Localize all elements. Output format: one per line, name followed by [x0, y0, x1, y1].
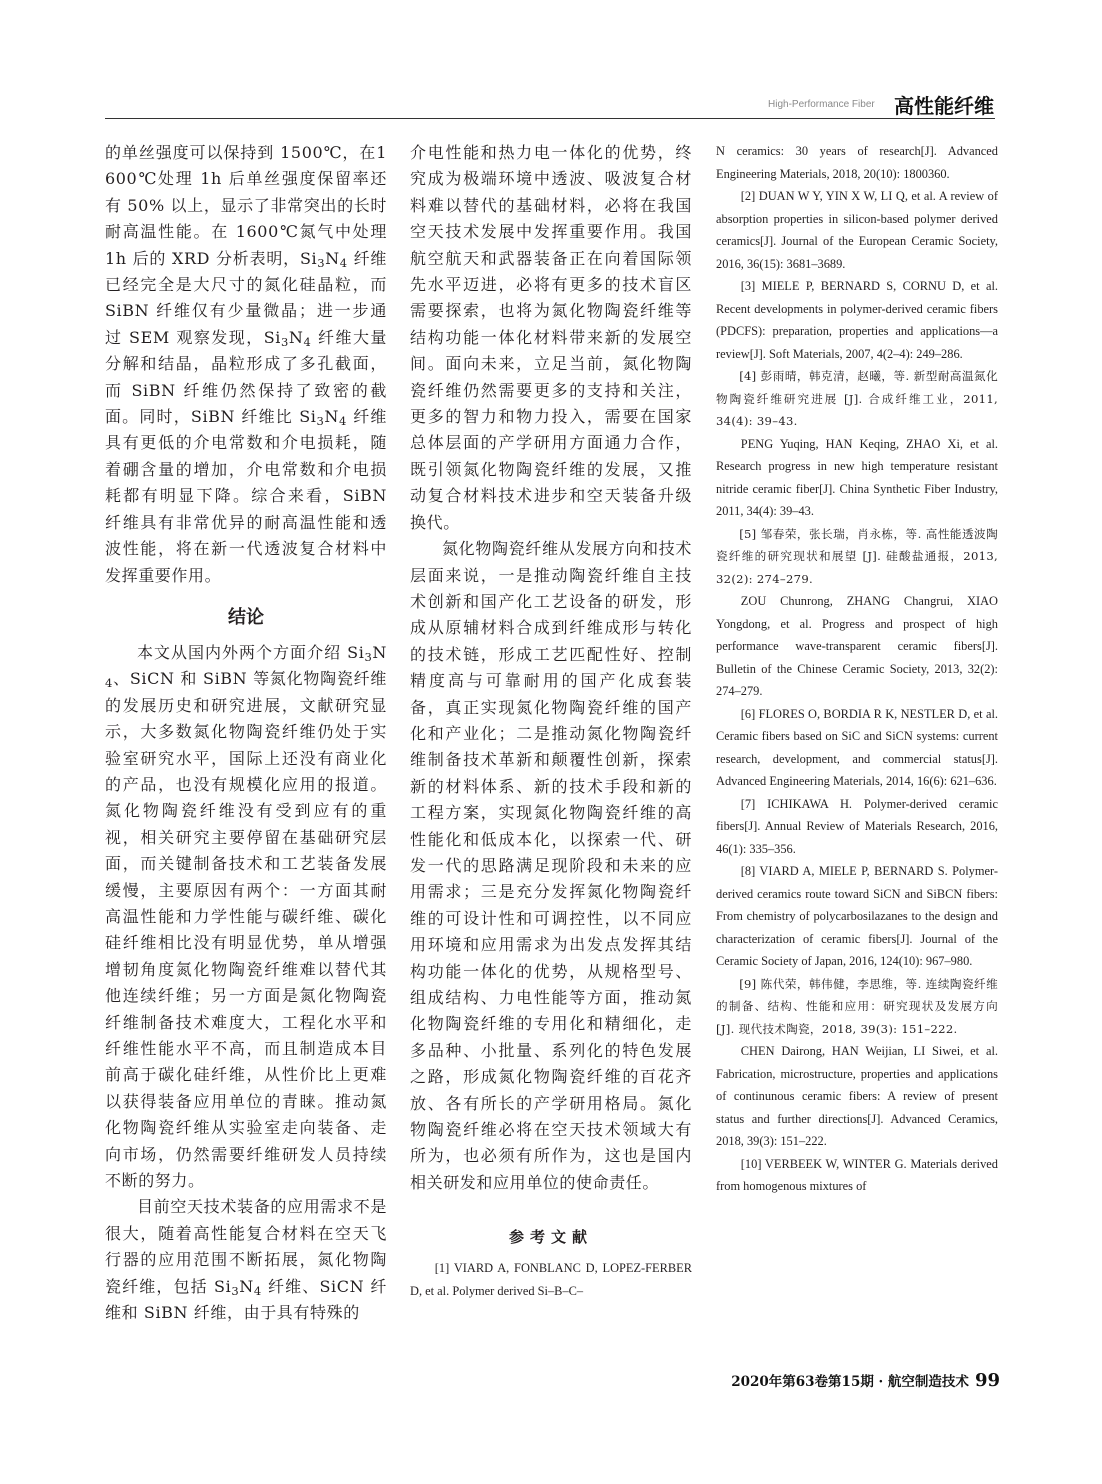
reference-item: [5] 邹春荣，张长瑞，肖永栋，等. 高性能透波陶瓷纤维的研究现状和展望 [J]. 硅酸盐通报，2013, 32(2): 274–279.: [716, 526, 998, 586]
reference-item: [6] FLORES O, BORDIA R K, NESTLER D, et al. Ceramic fibers based on SiC and SiCN systems: current research, development, and commercial status[J]. Advanced Engineering Materials, 2014, 16(6): 621–636.: [716, 706, 998, 788]
paragraph-results: 的单丝强度可以保持到 1500℃，在1600℃处理 1h 后单丝强度保留率还有 50% 以上，显示了非常突出的长时耐高温性能。在 1600℃氮气中处理 1h 后的 XRD 分析表明，$Si_3N_4$ 纤维已经完全是大尺寸的氮化硅晶粒，而 SiBN 纤维仅有少量微晶；进一步通过 SEM 观察发现，$Si_3N_4$ 纤维大量分解和结晶，晶粒形成了多孔截面，而 SiBN 纤维仍然保持了致密的截面。同时，SiBN 纤维比 $Si_3N_4$ 纤维具有更低的介电常数和介电损耗，随着硼含量的增加，介电常数和介电损耗都有明显下降。综合来看，SiBN 纤维具有非常优异的耐高温性能和透波性能，将在新一代透波复合材料中发挥重要作用。: [105, 143, 387, 585]
paragraph-conclusion-3: 介电性能和热力电一体化的优势，终究成为极端环境中透波、吸波复合材料难以替代的基础材料，必将在我国空天技术发展中发挥重要作用。我国航空航天和武器装备正在向着国际领先水平迈进，必将有更多的技术盲区需要探索，也将为氮化物陶瓷纤维等结构功能一体化材料带来新的发展空间。面向未来，立足当前，氮化物陶瓷纤维仍然需要更多的支持和关注，更多的智力和物力投入，需要在国家总体层面的产学研用方面通力合作，既引领氮化物陶瓷纤维的发展，又推动复合材料技术进步和空天装备升级换代。: [410, 143, 692, 532]
reference-item: CHEN Dairong, HAN Weijian, LI Siwei, et al. Fabrication, microstructure, properties and applications of continunous ceramic fibers: A review of present status and further directions[J]. Advanced Ceramics, 2018, 39(3): 151–222.: [716, 1044, 998, 1148]
page-footer: [700, 1370, 1000, 1391]
reference-item: [3] MIELE P, BERNARD S, CORNU D, et al. Recent developments in polymer-derived ceramic fibers (PDCFS): preparation, properties and applications—a review[J]. Soft Materials, 2007, 4(2–4): 249–286.: [716, 279, 998, 361]
reference-item: N ceramics: 30 years of research[J]. Advanced Engineering Materials, 2018, 20(10): 1800360.: [716, 144, 998, 181]
reference-item: [7] ICHIKAWA H. Polymer-derived ceramic fibers[J]. Annual Review of Materials Research, 2016, 46(1): 335–356.: [716, 796, 998, 856]
header-chinese-title: 高性能纤维: [894, 94, 994, 118]
footer-issue: 2020年第63卷第15期 · 航空制造技术: [731, 1374, 969, 1390]
reference-item: PENG Yuqing, HAN Keqing, ZHAO Xi, et al. Research progress in new high temperature resistant nitride ceramic fiber[J]. China Synthetic Fiber Industry, 2011, 34(4): 39–43.: [716, 436, 998, 518]
section-title-references: 参考文献: [508, 1228, 593, 1247]
column-1: [105, 140, 387, 1380]
reference-item: [10] VERBEEK W, WINTER G. Materials derived from homogenous mixtures of: [716, 1156, 998, 1193]
reference-item: ZOU Chunrong, ZHANG Changrui, XIAO Yongdong, et al. Progress and prospect of high performance wave-transparent ceramic fibers[J]. Bulletin of the Chinese Ceramic Society, 2013, 32(2): 274–279.: [716, 594, 998, 698]
column-3: [716, 140, 998, 1380]
paragraph-conclusion-2: 目前空天技术装备的应用需求不是很大，随着高性能复合材料在空天飞行器的应用范围不断拓展，氮化物陶瓷纤维，包括 $Si_3N_4$ 纤维、SiCN 纤维和 SiBN 纤维，由于具有特殊的: [105, 1197, 387, 1323]
reference-item: [1] VIARD A, FONBLANC D, LOPEZ-FERBER D, et al. Polymer derived Si–B–C–: [410, 1261, 692, 1298]
reference-item: [8] VIARD A, MIELE P, BERNARD S. Polymer-derived ceramics route toward SiCN and SiBCN fibers: From chemistry of polycarbosilazanes to the design and characterization of ceramic fibers[J]. Journal of the Ceramic Society of Japan, 2016, 124(10): 967–980.: [716, 864, 998, 968]
reference-item: [9] 陈代荣，韩伟健，李思维，等. 连续陶瓷纤维的制备、结构、性能和应用：研究现状及发展方向 [J]. 现代技术陶瓷，2018, 39(3): 151–222.: [716, 976, 998, 1036]
page-number: 99: [974, 1370, 1000, 1391]
paragraph-conclusion-4: 氮化物陶瓷纤维从发展方向和技术层面来说，一是推动陶瓷纤维自主技术创新和国产化工艺设备的研发，形成从原辅材料合成到纤维成形与转化的技术链，形成工艺匹配性好、控制精度高与可靠耐用的国产化成套装备，真正实现氮化物陶瓷纤维的国产化和产业化；二是推动氮化物陶瓷纤维制备技术革新和颠覆性创新，探索新的材料体系、新的技术手段和新的工程方案，实现氮化物陶瓷纤维的高性能化和低成本化，以探索一代、研发一代的思路满足现阶段和未来的应用需求；三是充分发挥氮化物陶瓷纤维的可设计性和可调控性，以不同应用环境和应用需求为出发点发挥其结构功能一体化的优势，从规格型号、组成结构、力电性能等方面，推动氮化物陶瓷纤维的专用化和精细化，走多品种、小批量、系列化的特色发展之路，形成氮化物陶瓷纤维的百花齐放、各有所长的产学研用格局。氮化物陶瓷纤维必将在空天技术领域大有所为，也必须有所作为，这也是国内相关研发和应用单位的使命责任。: [410, 539, 692, 1192]
paragraph-conclusion-1: 本文从国内外两个方面介绍 $Si_3N_4$、SiCN 和 SiBN 等氮化物陶瓷纤维的发展历史和研究进展，文献研究显示，大多数氮化物陶瓷纤维仍处于实验室研究水平，国际上还没有商业化的产品，也没有规模化应用的报道。氮化物陶瓷纤维没有受到应有的重视，相关研究主要停留在基础研究层面，而关键制备技术和工艺装备发展缓慢，主要原因有两个：一方面其耐高温性能和力学性能与碳纤维、碳化硅纤维相比没有明显优势，单从增强增韧角度氮化物陶瓷纤维难以替代其他连续纤维；另一方面是氮化物陶瓷纤维制备技术难度大，工程化水平和纤维性能水平不高，而且制造成本目前高于碳化硅纤维，从性价比上更难以获得装备应用单位的青睐。推动氮化物陶瓷纤维从实验室走向装备、走向市场，仍然需要纤维研发人员持续不断的努力。: [105, 642, 387, 1191]
header-english-title: High-Performance Fiber: [768, 99, 875, 110]
section-title-conclusion: 结论: [228, 606, 264, 628]
reference-item: [2] DUAN W Y, YIN X W, LI Q, et al. A review of absorption properties in silicon-based polymer derived ceramics[J]. Journal of the European Ceramic Society, 2016, 36(15): 3681–3689.: [716, 189, 998, 271]
column-2: [410, 140, 692, 1380]
header-rule: [105, 118, 995, 119]
reference-item: [4] 彭雨晴，韩克清，赵曦，等. 新型耐高温氮化物陶瓷纤维研究进展 [J]. 合成纤维工业，2011, 34(4): 39–43.: [716, 369, 998, 428]
